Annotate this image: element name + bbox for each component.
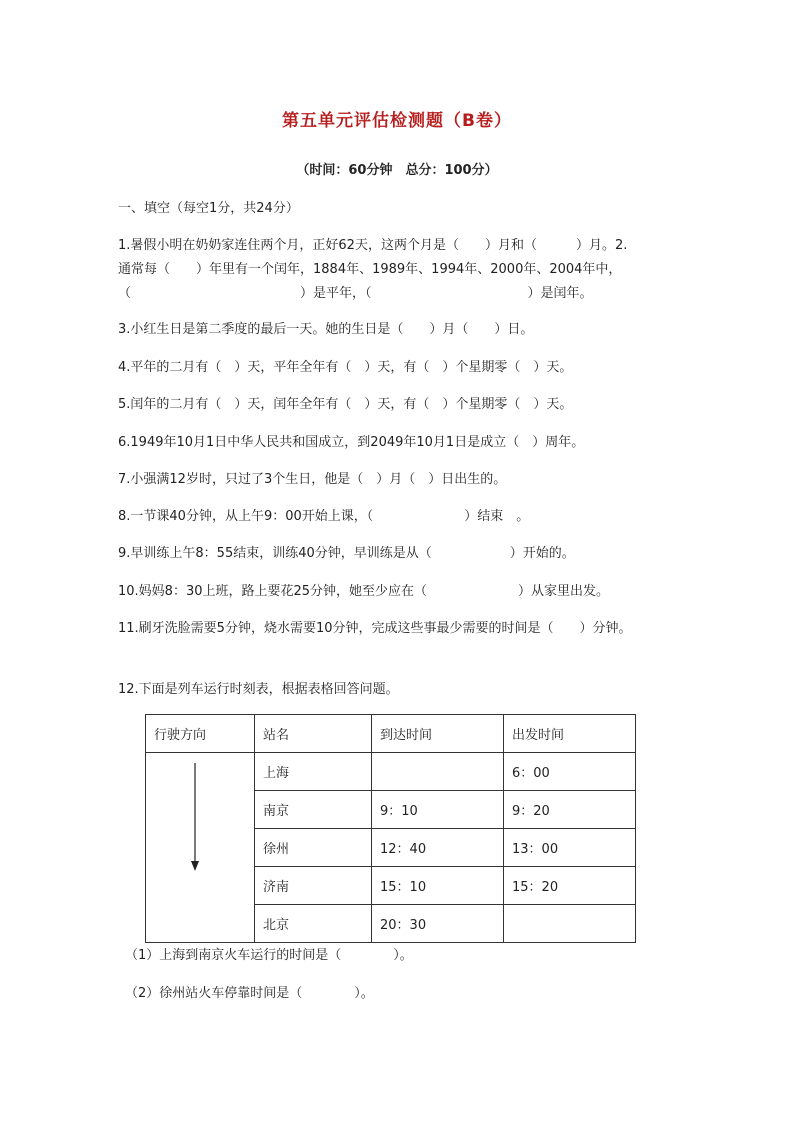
question-7: 7.小强满12岁时，只过了3个生日，他是（ ）月（ ）日出生的。 — [118, 472, 507, 487]
station-cell: 南京 — [255, 791, 372, 829]
train-timetable — [145, 714, 636, 943]
section-heading: 一、填空（每空1分，共24分） — [118, 201, 299, 216]
depart-cell: 15：20 — [504, 867, 636, 905]
arrive-cell: 15：10 — [372, 867, 504, 905]
station-cell: 北京 — [255, 905, 372, 943]
direction-cell — [146, 753, 255, 943]
station-cell: 上海 — [255, 753, 372, 791]
question-1-line-3: （ ）是平年，（ ）是闰年。 — [118, 286, 593, 301]
header-arrive: 到达时间 — [372, 715, 504, 753]
page-title: 第五单元评估检测题（B卷） — [282, 111, 512, 131]
depart-cell: 6：00 — [504, 753, 636, 791]
question-10: 10.妈妈8：30上班，路上要花25分钟，她至少应在（ ）从家里出发。 — [118, 584, 610, 599]
arrive-cell: 20：30 — [372, 905, 504, 943]
sub-question-1: （1）上海到南京火车运行的时间是（ ）。 — [125, 948, 413, 963]
question-8: 8.一节课40分钟，从上午9：00开始上课，（ ）结束 。 — [118, 509, 530, 524]
question-3: 3.小红生日是第二季度的最后一天。她的生日是（ ）月（ ）日。 — [118, 322, 534, 337]
question-1-line-1: 1.暑假小明在奶奶家连住两个月，正好62天，这两个月是（ ）月和（ ）月。2. — [118, 238, 628, 253]
depart-cell: 13：00 — [504, 829, 636, 867]
question-4: 4.平年的二月有（ ）天，平年全年有（ ）天，有（ ）个星期零（ ）天。 — [118, 360, 573, 375]
arrive-cell: 9：10 — [372, 791, 504, 829]
depart-cell: 9：20 — [504, 791, 636, 829]
station-cell: 徐州 — [255, 829, 372, 867]
header-direction: 行驶方向 — [146, 715, 255, 753]
down-arrow-icon — [190, 763, 200, 873]
question-11: 11.刷牙洗脸需要5分钟，烧水需要10分钟，完成这些事最少需要的时间是（ ）分钟。 — [118, 621, 632, 636]
page-subtitle: （时间：60分钟 总分：100分） — [296, 163, 498, 178]
arrive-cell — [372, 753, 504, 791]
depart-cell — [504, 905, 636, 943]
arrive-cell: 12：40 — [372, 829, 504, 867]
question-1-line-2: 通常每（ ）年里有一个闰年，1884年、1989年、1994年、2000年、2004年中， — [118, 262, 622, 277]
question-12: 12.下面是列车运行时刻表，根据表格回答问题。 — [118, 682, 399, 697]
question-9: 9.早训练上午8：55结束，训练40分钟，早训练是从（ ）开始的。 — [118, 546, 575, 561]
station-cell: 济南 — [255, 867, 372, 905]
header-depart: 出发时间 — [504, 715, 636, 753]
sub-question-2: （2）徐州站火车停靠时间是（ ）。 — [125, 986, 374, 1001]
table-header-row — [146, 715, 636, 753]
header-station: 站名 — [255, 715, 372, 753]
question-5: 5.闰年的二月有（ ）天，闰年全年有（ ）天，有（ ）个星期零（ ）天。 — [118, 397, 573, 412]
question-6: 6.1949年10月1日中华人民共和国成立，到2049年10月1日是成立（ ）周年。 — [118, 435, 585, 450]
table-row — [146, 753, 636, 791]
